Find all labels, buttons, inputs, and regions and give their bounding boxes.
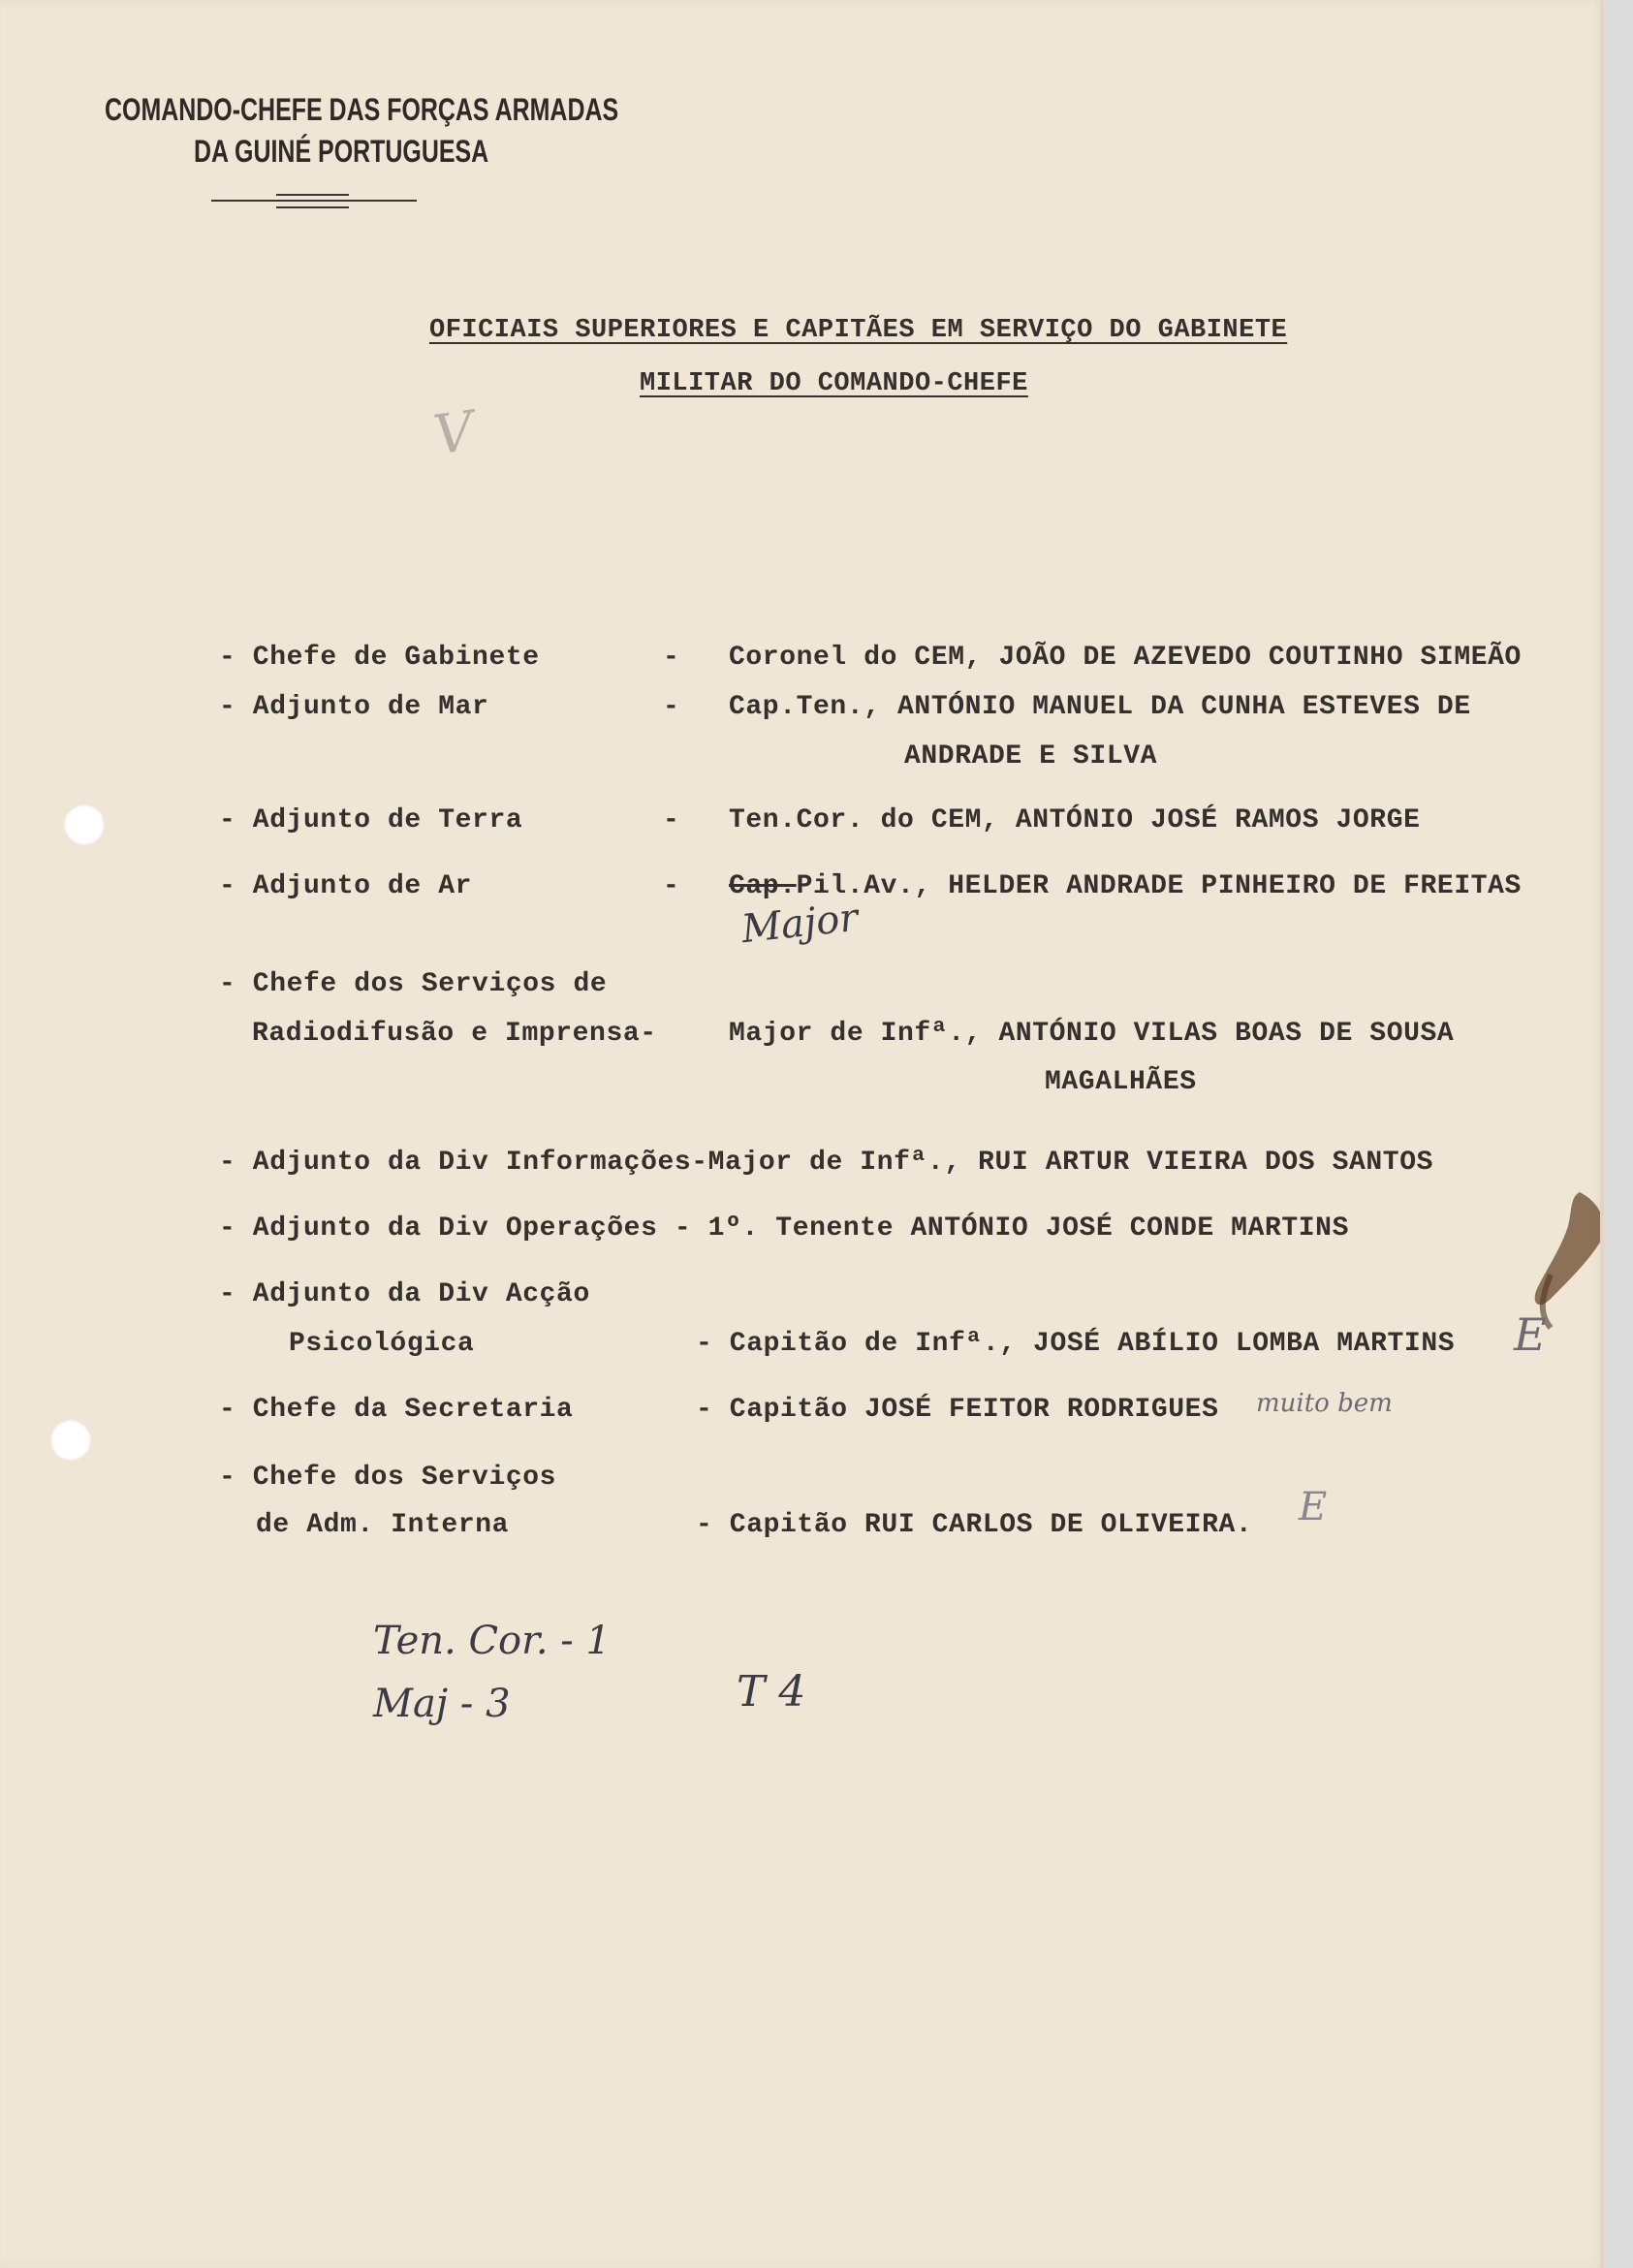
entry-line: - Adjunto da Div Informações-Major de Infª., RUI ARTUR VIEIRA DOS SANTOS	[219, 1148, 1433, 1178]
tick-annotation: V	[429, 399, 478, 468]
handwritten-note: muito bem	[1256, 1389, 1393, 1418]
entry-person: Ten.Cor. do CEM, ANTÓNIO JOSÉ RAMOS JORGE	[729, 805, 1421, 835]
entry-separator: -	[663, 692, 679, 722]
entry-person: Major de Infª., ANTÓNIO VILAS BOAS DE SOUSA	[729, 1019, 1455, 1049]
entry-role: - Chefe da Secretaria	[219, 1395, 574, 1425]
punch-hole	[64, 804, 105, 845]
entry-role: - Chefe de Gabinete	[219, 643, 540, 673]
entry-person: Cap.Ten., ANTÓNIO MANUEL DA CUNHA ESTEVES DE	[729, 692, 1471, 722]
entry-person: Coronel do CEM, JOÃO DE AZEVEDO COUTINHO SIMEÃO	[729, 643, 1522, 673]
entry-role-continued: de Adm. Interna	[256, 1510, 510, 1540]
entry-separator: -	[663, 643, 679, 673]
document-title-line-2: MILITAR DO COMANDO-CHEFE	[640, 369, 1028, 398]
header-rule-short	[276, 206, 349, 208]
entry-person: - Capitão RUI CARLOS DE OLIVEIRA.	[696, 1510, 1253, 1540]
header-rule-short	[276, 194, 349, 196]
entry-separator: -	[663, 805, 679, 835]
document-title-line-1: OFICIAIS SUPERIORES E CAPITÃES EM SERVIÇO DO GABINETE	[429, 316, 1288, 345]
entry-person: - Capitão de Infª., JOSÉ ABÍLIO LOMBA MARTINS	[696, 1329, 1456, 1359]
entry-role: - Chefe dos Serviços de	[219, 969, 608, 999]
entry-role: - Adjunto de Ar	[219, 871, 473, 901]
entry-role-continued: Psicológica	[289, 1329, 475, 1359]
header-line-1: COMANDO-CHEFE DAS FORÇAS ARMADAS	[105, 92, 619, 127]
entry-role: - Chefe dos Serviços	[219, 1463, 557, 1493]
handwritten-tally-line-1: Ten. Cor. - 1	[373, 1619, 611, 1663]
header-line-2: DA GUINÉ PORTUGUESA	[194, 134, 489, 169]
header-rule	[211, 200, 417, 202]
handwritten-tally-line-2: Maj - 3	[373, 1682, 511, 1726]
punch-hole	[50, 1420, 91, 1461]
handwritten-correction: Major	[738, 895, 861, 953]
entry-role: - Adjunto da Div Acção	[219, 1279, 590, 1309]
struck-rank: Cap.	[729, 871, 797, 901]
entry-person: - Capitão JOSÉ FEITOR RODRIGUES	[696, 1395, 1219, 1425]
entry-line: - Adjunto da Div Operações - 1º. Tenente ANTÓNIO JOSÉ CONDE MARTINS	[219, 1213, 1349, 1244]
entry-role: - Adjunto de Terra	[219, 805, 523, 835]
handwritten-mark: E	[1299, 1485, 1328, 1529]
entry-person-continued: ANDRADE E SILVA	[904, 741, 1158, 772]
handwritten-mark: E	[1514, 1308, 1547, 1361]
entry-role: - Adjunto de Mar	[219, 692, 489, 722]
entry-person-text: Pil.Av., HELDER ANDRADE PINHEIRO DE FREITAS	[796, 871, 1522, 901]
entry-person-continued: MAGALHÃES	[1045, 1067, 1197, 1097]
entry-separator: -	[663, 871, 679, 901]
entry-role-continued: Radiodifusão e Imprensa-	[252, 1019, 657, 1049]
handwritten-total: T 4	[737, 1667, 806, 1717]
